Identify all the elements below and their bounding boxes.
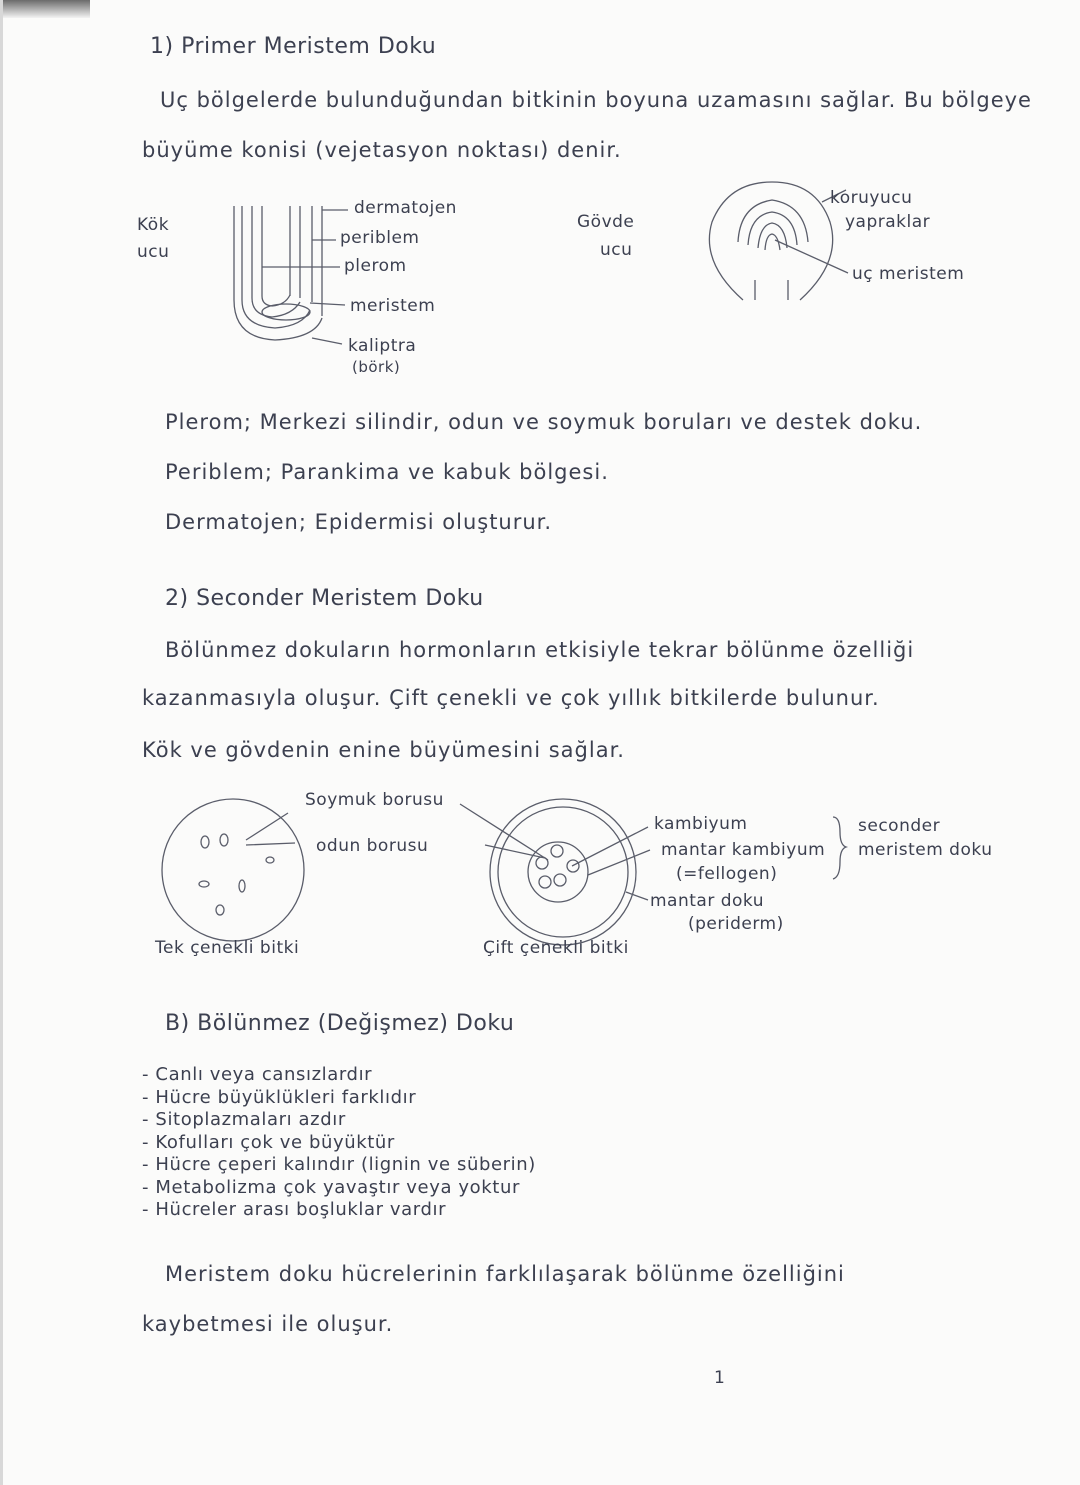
- stem-tip-label-1: Gövde: [577, 212, 635, 232]
- closing-line1: Meristem doku hücrelerinin farklılaşarak bölünme özelliğini: [165, 1262, 845, 1286]
- section1-heading: 1) Primer Meristem Doku: [150, 34, 437, 59]
- label-periblem: periblem: [340, 228, 420, 248]
- label-meristem-doku: meristem doku: [858, 840, 993, 860]
- section1-line1: Uç bölgelerde bulunduğundan bitkinin boyuna uzamasını sağlar. Bu bölgeye: [160, 88, 1032, 112]
- definition-plerom: Plerom; Merkezi silindir, odun ve soymuk boruları ve destek doku.: [165, 410, 923, 434]
- label-mantar-kambiyum: mantar kambiyum: [661, 840, 826, 860]
- list-item: - Kofulları çok ve büyüktür: [142, 1132, 536, 1155]
- list-item: - Hücre büyüklükleri farklıdır: [142, 1087, 536, 1110]
- scan-edge-top: [0, 0, 90, 18]
- root-tip-label-1: Kök: [137, 215, 170, 235]
- property-list: [142, 1064, 536, 1222]
- label-seconder: seconder: [858, 816, 941, 836]
- label-yapraklar: yapraklar: [845, 212, 931, 232]
- label-mantar-doku: mantar doku: [650, 891, 765, 911]
- definition-dermatojen: Dermatojen; Epidermisi oluşturur.: [165, 510, 553, 534]
- caption-tek-cenekli: Tek çenekli bitki: [155, 938, 300, 958]
- list-item: - Sitoplazmaları azdır: [142, 1109, 536, 1132]
- label-plerom: plerom: [344, 256, 407, 276]
- label-kaliptra: kaliptra: [348, 336, 417, 356]
- label-meristem: meristem: [350, 296, 436, 316]
- root-tip-label-2: ucu: [137, 242, 170, 262]
- label-koruyucu: koruyucu: [830, 188, 913, 208]
- closing-line2: kaybetmesi ile oluşur.: [142, 1312, 394, 1336]
- section2-heading: 2) Seconder Meristem Doku: [165, 586, 484, 611]
- scan-edge-left: [0, 0, 3, 1485]
- section2-line1: Bölünmez dokuların hormonların etkisiyle tekrar bölünme özelliği: [165, 638, 915, 662]
- list-item: - Metabolizma çok yavaştır veya yoktur: [142, 1177, 536, 1200]
- caption-cift-cenekli: Çift çenekli bitki: [483, 938, 629, 958]
- list-item: - Canlı veya cansızlardır: [142, 1064, 536, 1087]
- section1-line2: büyüme konisi (vejetasyon noktası) denir.: [142, 138, 622, 162]
- stem-tip-label-2: ucu: [600, 240, 633, 260]
- section2-line3: Kök ve gövdenin enine büyümesini sağlar.: [142, 738, 625, 762]
- label-kambiyum: kambiyum: [654, 814, 748, 834]
- section2-line2: kazanmasıyla oluşur. Çift çenekli ve çok yıllık bitkilerde bulunur.: [142, 686, 880, 710]
- label-uc-meristem: uç meristem: [852, 264, 965, 284]
- label-soymuk-borusu: Soymuk borusu: [305, 790, 444, 810]
- label-odun-borusu: odun borusu: [316, 836, 429, 856]
- page-number: 1: [714, 1368, 726, 1388]
- label-dermatojen: dermatojen: [354, 198, 457, 218]
- label-periderm: (periderm): [688, 914, 784, 934]
- label-bork: (börk): [352, 358, 401, 376]
- list-item: - Hücre çeperi kalındır (lignin ve süberin): [142, 1154, 536, 1177]
- label-fellogen: (=fellogen): [676, 864, 778, 884]
- definition-periblem: Periblem; Parankima ve kabuk bölgesi.: [165, 460, 609, 484]
- sectionB-heading: B) Bölünmez (Değişmez) Doku: [165, 1011, 515, 1036]
- list-item: - Hücreler arası boşluklar vardır: [142, 1199, 536, 1222]
